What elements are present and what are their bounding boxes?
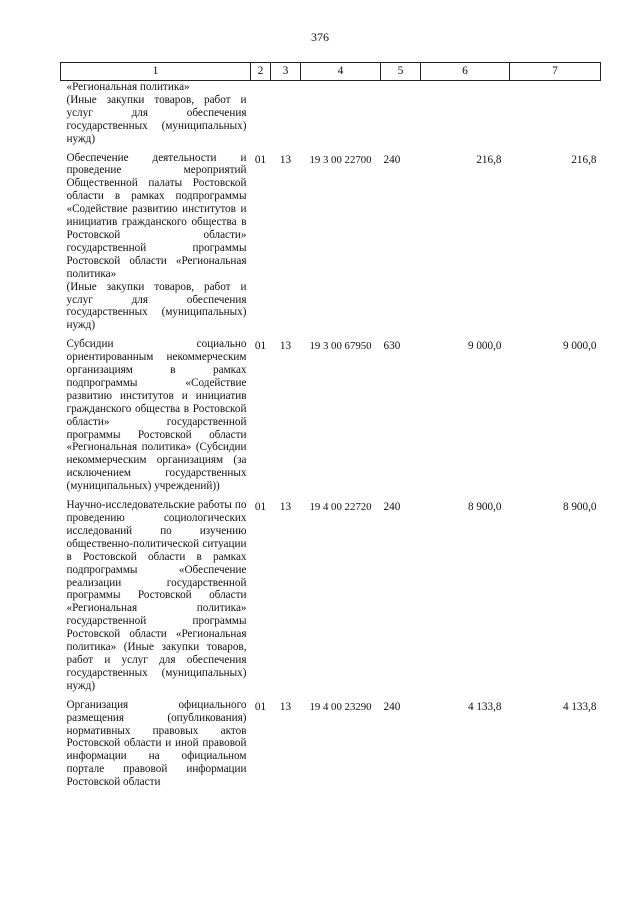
row-description: «Региональная политика» (Иные закупки товаров, работ и услуг для обеспечения государственных (муниципальных) нужд) [66, 81, 247, 145]
row-rz: 01 [254, 340, 267, 353]
row-csr: 19 4 00 22720 [309, 501, 372, 514]
row-sum-2: 216,8 [571, 153, 597, 166]
table-row [61, 338, 601, 499]
row-description: Организация официального размещения (опубликования) нормативных правовых актов Ростовской области и иной правовой информации на официальном портале правовой информации Ростовской области [66, 698, 247, 789]
row-pr: 13 [279, 153, 292, 166]
row-sum-1: 8 900,0 [467, 501, 502, 514]
header-col-6: 6 [421, 63, 510, 81]
table-row [61, 499, 601, 699]
header-row [61, 63, 601, 81]
row-rz: 01 [254, 700, 267, 713]
row-vr [381, 81, 421, 152]
row-rz [251, 81, 271, 152]
page-number: 376 [311, 30, 329, 44]
row-pr: 13 [279, 501, 292, 514]
header-col-1: 1 [61, 63, 251, 81]
budget-table [60, 62, 601, 795]
row-description: Субсидии социально ориентированным некоммерческим организациям в рамках подпрограммы «Содействие развитию институтов и инициатив гражданского общества в Ростовской области» государственной программы Ростовской области «Региональная политика» (Субсидии некоммерческим организациям (за исключением государственных (муниципальных) учреждений)) [66, 338, 247, 493]
row-vr: 240 [383, 153, 401, 166]
row-csr [301, 81, 381, 152]
header-col-4: 4 [301, 63, 381, 81]
row-description: Обеспечение деятельности и проведение мероприятий Общественной палаты Ростовской области в рамках подпрограммы «Содействие развитию институтов и инициатив гражданского общества в Ростовской области» государственной программы Ростовской области «Региональная политика» (Иные закупки товаров, работ и услуг для обеспечения государственных (муниципальных) нужд) [66, 151, 247, 332]
row-sum-1: 216,8 [476, 153, 502, 166]
row-pr: 13 [279, 700, 292, 713]
table-row [61, 699, 601, 795]
row-csr: 19 4 00 23290 [309, 700, 372, 713]
row-csr: 19 3 00 22700 [309, 153, 372, 166]
table-row [61, 81, 601, 152]
row-sum-2: 9 000,0 [562, 340, 597, 353]
row-pr: 13 [279, 340, 292, 353]
header-col-5: 5 [381, 63, 421, 81]
row-sum-1: 4 133,8 [467, 700, 502, 713]
header-col-3: 3 [271, 63, 301, 81]
row-rz: 01 [254, 153, 267, 166]
header-col-2: 2 [251, 63, 271, 81]
row-vr: 630 [383, 340, 401, 353]
row-sum-2: 4 133,8 [562, 700, 597, 713]
row-vr: 240 [383, 501, 401, 514]
row-sum-2: 8 900,0 [562, 501, 597, 514]
table-row [61, 152, 601, 339]
row-description: Научно-исследовательские работы по проведению социологических исследований по изучению общественно-политической ситуации в Ростовской области в рамках подпрограммы «Обеспечение реализации государственной программы Ростовской области «Региональная политика» государственной программы Ростовской области «Региональная политика» (Иные закупки товаров, работ и услуг для обеспечения государственных (муниципальных) нужд) [66, 499, 247, 692]
row-csr: 19 3 00 67950 [309, 340, 372, 353]
row-pr [271, 81, 301, 152]
row-sum-1 [421, 81, 510, 152]
row-rz: 01 [254, 501, 267, 514]
row-vr: 240 [383, 700, 401, 713]
row-sum-1: 9 000,0 [467, 340, 502, 353]
row-sum-2 [510, 81, 601, 152]
header-col-7: 7 [510, 63, 601, 81]
